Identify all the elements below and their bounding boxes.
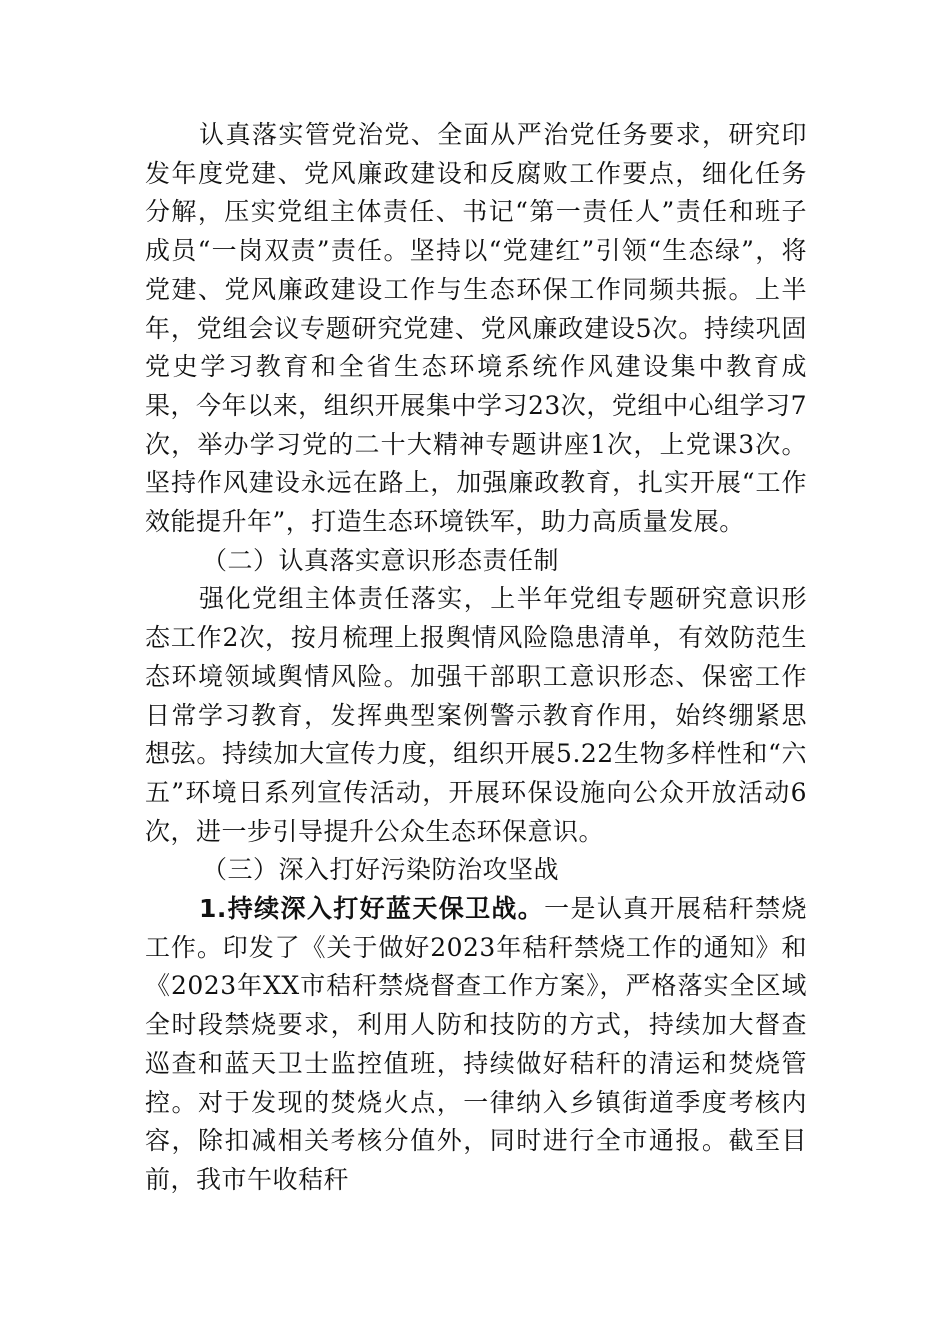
section-heading-pollution-text: （三）深入打好污染防治攻坚战 bbox=[202, 855, 560, 885]
section-heading-ideology bbox=[145, 542, 807, 581]
paragraph-blue-sky bbox=[145, 890, 807, 1200]
paragraph-ideology bbox=[145, 580, 807, 851]
paragraph-party-building bbox=[145, 116, 807, 542]
document-body bbox=[145, 116, 807, 1200]
paragraph-party-building-text: 认真落实管党治党、全面从严治党任务要求，研究印发年度党建、党风廉政建设和反腐败工作要点，细化任务分解，压实党组主体责任、书记“第一责任人”责任和班子成员“一岗双责”责任。坚持以“党建红”引领“生态绿”，将党建、党风廉政建设工作与生态环保工作同频共振。上半年，党组会议专题研究党建、党风廉政建设5次。持续巩固党史学习教育和全省生态环境系统作风建设集中教育成果，今年以来，组织开展集中学习23次，党组中心组学习7次，举办学习党的二十大精神专题讲座1次，上党课3次。坚持作风建设永远在路上，加强廉政教育，扎实开展“工作效能提升年”，打造生态环境铁军，助力高质量发展。 bbox=[145, 120, 807, 537]
section-heading-pollution bbox=[145, 851, 807, 890]
paragraph-blue-sky-lead: 1.持续深入打好蓝天保卫战。 bbox=[199, 894, 545, 924]
section-heading-ideology-text: （二）认真落实意识形态责任制 bbox=[202, 545, 560, 575]
paragraph-blue-sky-body: 一是认真开展秸秆禁烧工作。印发了《关于做好2023年秸秆禁烧工作的通知》和《2023年XX市秸秆禁烧督查工作方案》，严格落实全区域全时段禁烧要求，利用人防和技防的方式，持续加大督查巡查和蓝天卫士监控值班，持续做好秸秆的清运和焚烧管控。对于发现的焚烧火点，一律纳入乡镇街道季度考核内容，除扣减相关考核分值外，同时进行全市通报。截至目前，我市午收秸秆 bbox=[145, 894, 807, 1194]
paragraph-ideology-text: 强化党组主体责任落实，上半年党组专题研究意识形态工作2次，按月梳理上报舆情风险隐患清单，有效防范生态环境领域舆情风险。加强干部职工意识形态、保密工作日常学习教育，发挥典型案例警示教育作用，始终绷紧思想弦。持续加大宣传力度，组织开展5.22生物多样性和“六五”环境日系列宣传活动，开展环保设施向公众开放活动6次，进一步引导提升公众生态环保意识。 bbox=[145, 584, 807, 846]
